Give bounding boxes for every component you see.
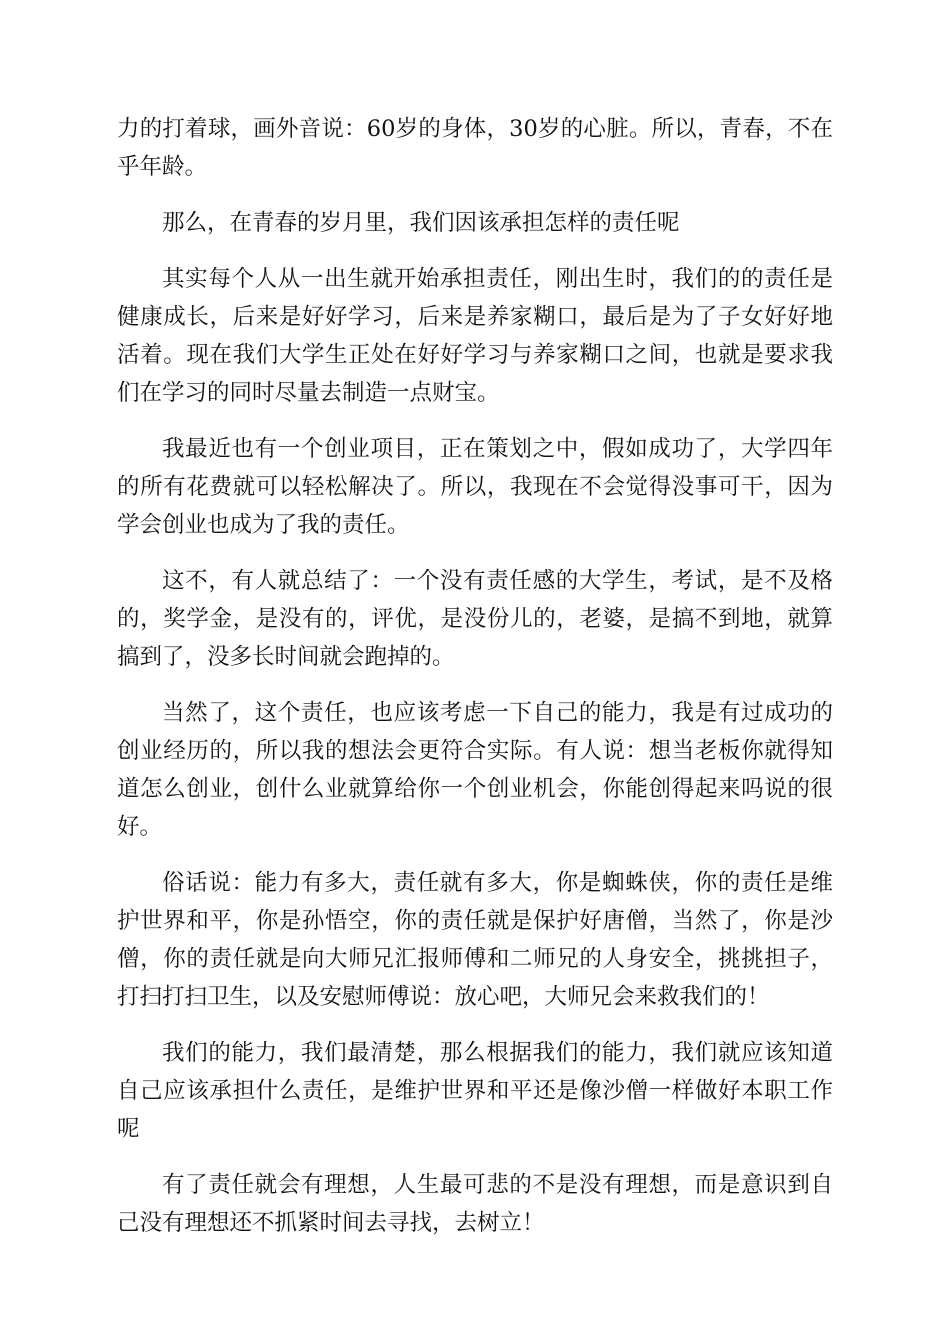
paragraph-5: 这不，有人就总结了：一个没有责任感的大学生，考试，是不及格的，奖学金，是没有的，评优，是没份儿的，老婆，是搞不到地，就算搞到了，没多长时间就会跑掉的。 xyxy=(117,568,833,670)
paragraph-3: 其实每个人从一出生就开始承担责任，刚出生时，我们的的责任是健康成长，后来是好好学习，后来是养家糊口，最后是为了子女好好地活着。现在我们大学生正处在好好学习与养家糊口之间，也就是要求我们在学习的同时尽量去制造一点财宝。 xyxy=(117,266,833,406)
paragraph-6: 当然了，这个责任，也应该考虑一下自己的能力，我是有过成功的创业经历的，所以我的想法会更符合实际。有人说：想当老板你就得知道怎么创业，创什么业就算给你一个创业机会，你能创得起来吗说的很好。 xyxy=(117,700,833,840)
paragraph-1: 力的打着球，画外音说：60岁的身体，30岁的心脏。所以，青春，不在乎年龄。 xyxy=(117,116,833,180)
paragraph-7: 俗话说：能力有多大，责任就有多大，你是蜘蛛侠，你的责任是维护世界和平，你是孙悟空，你的责任就是保护好唐僧，当然了，你是沙僧，你的责任就是向大师兄汇报师傅和二师兄的人身安全，挑挑担子，打扫打扫卫生，以及安慰师傅说：放心吧，大师兄会来救我们的！ xyxy=(117,870,833,1010)
paragraph-8: 我们的能力，我们最清楚，那么根据我们的能力，我们就应该知道自己应该承担什么责任，是维护世界和平还是像沙僧一样做好本职工作呢 xyxy=(117,1040,833,1142)
paragraph-2: 那么，在青春的岁月里，我们因该承担怎样的责任呢 xyxy=(162,210,680,236)
document-body xyxy=(117,110,833,1260)
paragraph-9: 有了责任就会有理想，人生最可悲的不是没有理想，而是意识到自己没有理想还不抓紧时间去寻找，去树立！ xyxy=(117,1172,833,1236)
paragraph-4: 我最近也有一个创业项目，正在策划之中，假如成功了，大学四年的所有花费就可以轻松解决了。所以，我现在不会觉得没事可干，因为学会创业也成为了我的责任。 xyxy=(117,436,833,538)
